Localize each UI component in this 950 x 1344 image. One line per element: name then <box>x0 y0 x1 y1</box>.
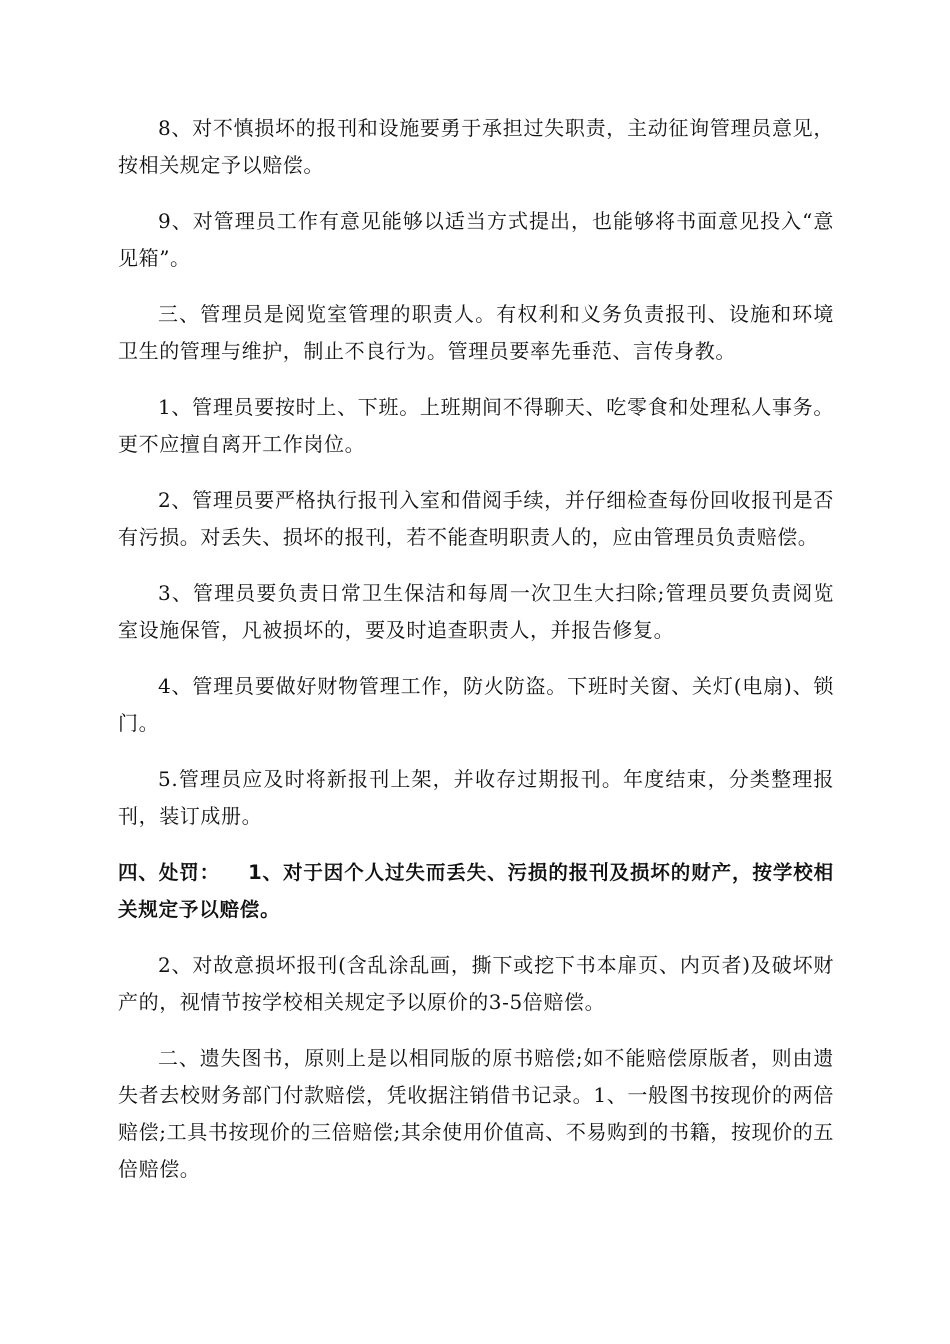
rule-paragraph: 8、对不慎损坏的报刊和设施要勇于承担过失职责，主动征询管理员意见，按相关规定予以赔偿。 <box>118 116 834 177</box>
penalty-text: 1、对于因个人过失而丢失、污损的报刊及损坏的财产，按学校相关规定予以赔偿。 <box>118 861 834 921</box>
rule-paragraph: 1、管理员要按时上、下班。上班期间不得聊天、吃零食和处理私人事务。更不应擅自离开工作岗位。 <box>118 395 834 456</box>
rule-paragraph: 2、对故意损坏报刊(含乱涂乱画，撕下或挖下书本扉页、内页者)及破坏财产的，视情节按学校相关规定予以原价的3-5倍赔偿。 <box>118 953 834 1014</box>
rule-paragraph: 4、管理员要做好财物管理工作，防火防盗。下班时关窗、关灯(电扇)、锁门。 <box>118 674 834 735</box>
rule-paragraph: 2、管理员要严格执行报刊入室和借阅手续，并仔细检查每份回收报刊是否有污损。对丢失、损坏的报刊，若不能查明职责人的，应由管理员负责赔偿。 <box>118 488 834 549</box>
rule-paragraph: 3、管理员要负责日常卫生保洁和每周一次卫生大扫除;管理员要负责阅览室设施保管，凡被损坏的，要及时追查职责人，并报告修复。 <box>118 581 834 642</box>
rule-paragraph: 5.管理员应及时将新报刊上架，并收存过期报刊。年度结束，分类整理报刊，装订成册。 <box>118 767 834 828</box>
rule-paragraph: 9、对管理员工作有意见能够以适当方式提出，也能够将书面意见投入“意见箱”。 <box>118 209 834 270</box>
penalty-heading: 四、处罚： <box>118 861 221 884</box>
section-paragraph: 二、遗失图书，原则上是以相同版的原书赔偿;如不能赔偿原版者，则由遗失者去校财务部门付款赔偿，凭收据注销借书记录。1、一般图书按现价的两倍赔偿;工具书按现价的三倍赔偿;其余使用价值高、不易购到的书籍，按现价的五倍赔偿。 <box>118 1046 834 1181</box>
document-body <box>118 110 834 1207</box>
penalty-section <box>118 854 834 928</box>
section-paragraph: 三、管理员是阅览室管理的职责人。有权利和义务负责报刊、设施和环境卫生的管理与维护，制止不良行为。管理员要率先垂范、言传身教。 <box>118 302 834 363</box>
